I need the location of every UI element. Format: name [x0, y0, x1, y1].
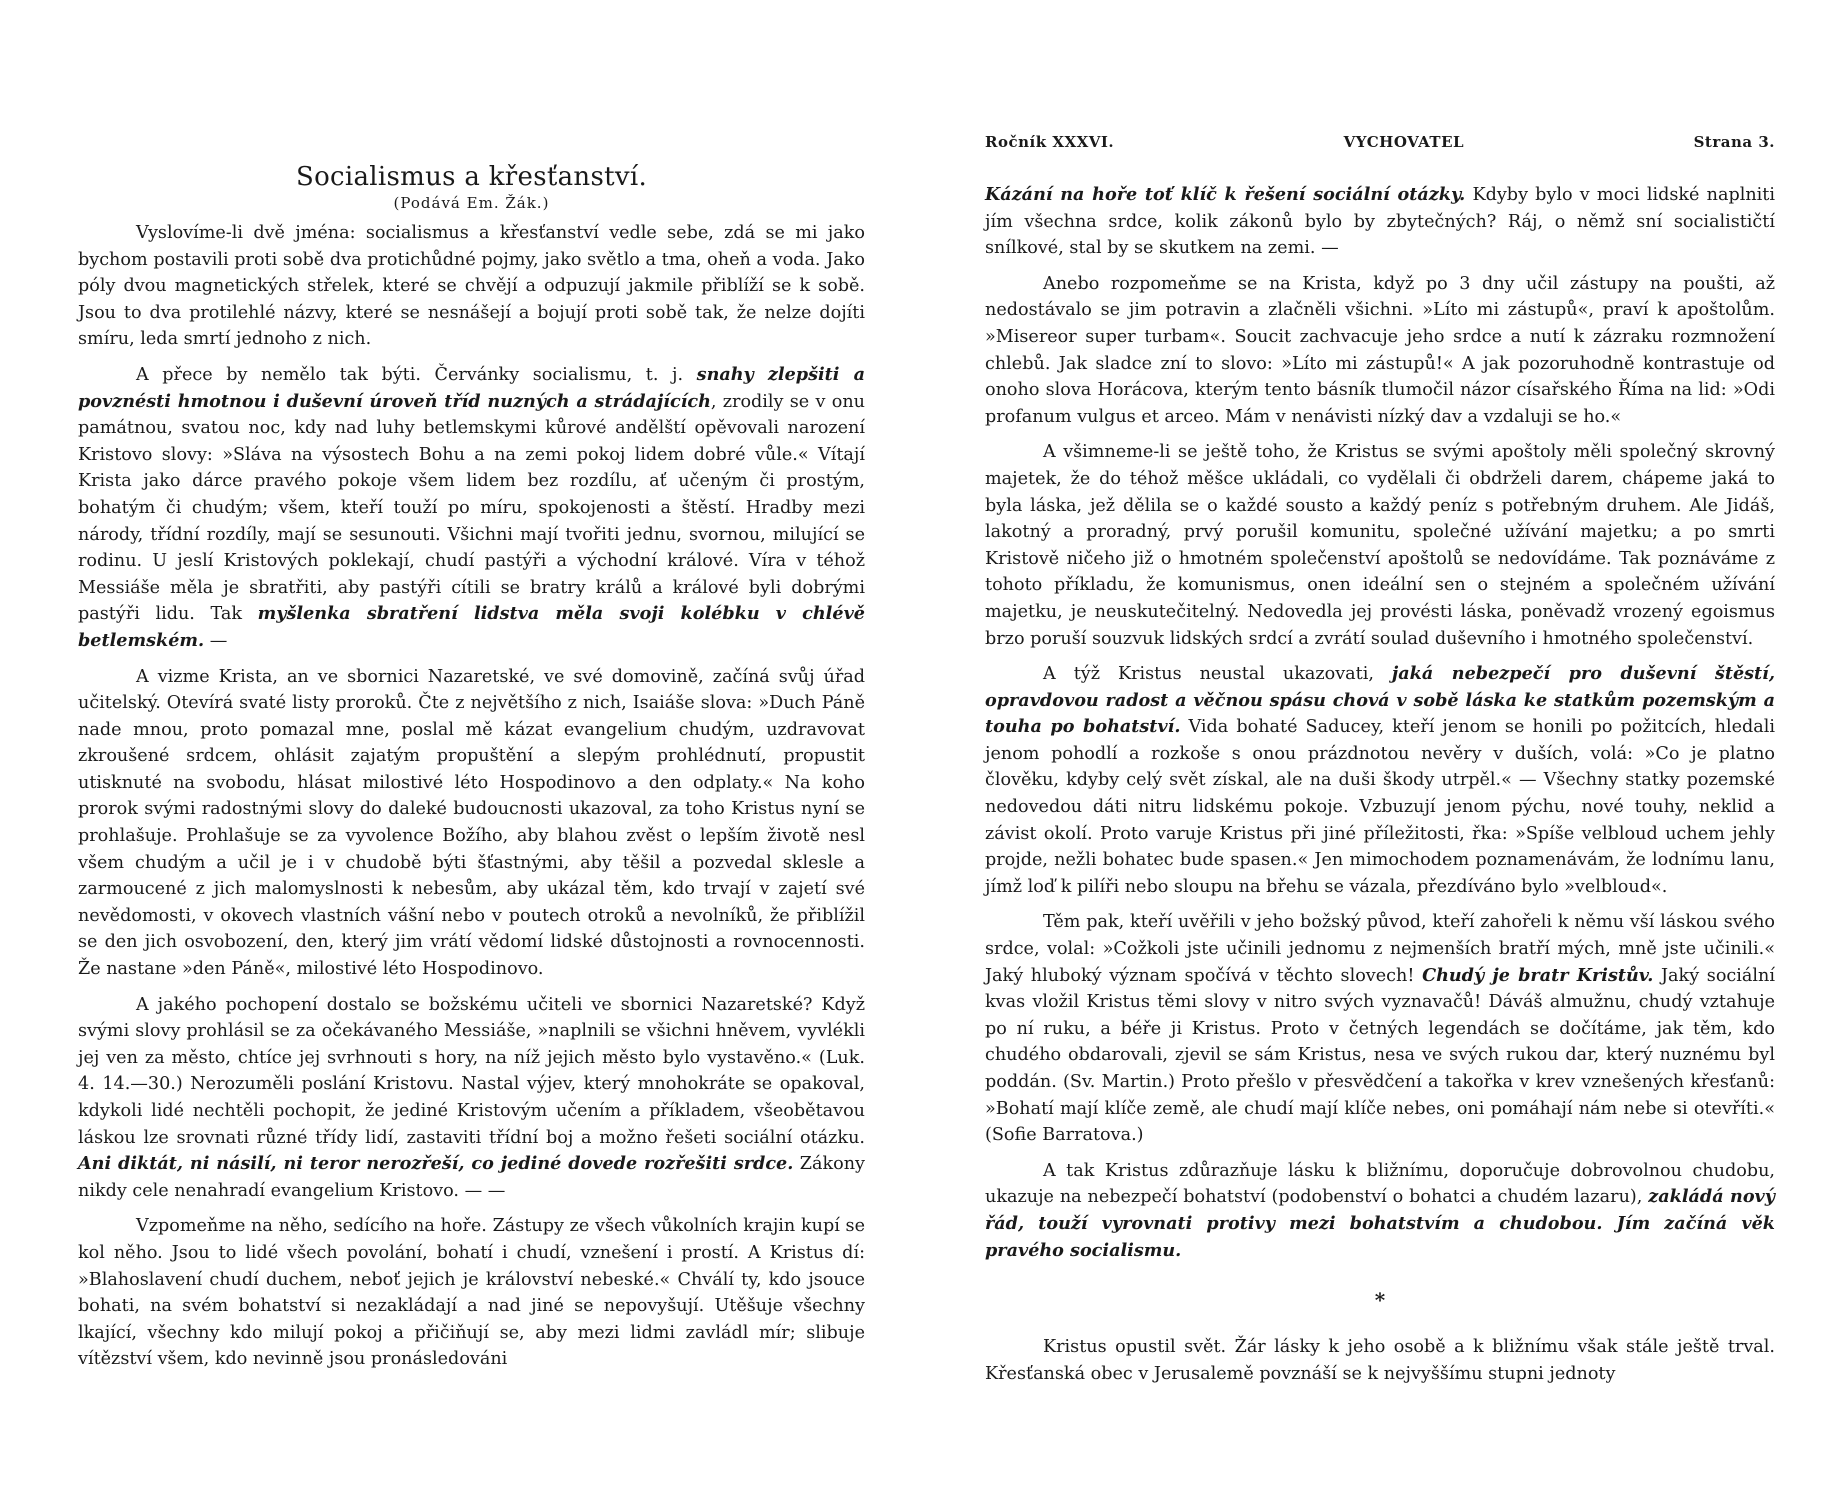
paragraph [985, 1158, 1775, 1264]
paragraph [78, 992, 865, 1205]
text-run: A tak Kristus zdůrazňuje lásku k bližnímu, doporučuje dobrovolnou chudobu, ukazuje na nebezpečí bohatství (podobenství o bohatci a chudém lazaru), [985, 1160, 1775, 1208]
text-run: — [204, 630, 228, 651]
text-run: , zrodily se v onu památnou, svatou noc, kdy nad luhy betlemskymi kůrové andělští opěvovali narození Kristovo slovy: »Sláva na výsostech Bohu a na zemi pokoj lidem dobré vůle.« Vítají Krista jako dárce pravého pokoje všem lidem bez rozdílu, ať učeným či prostým, bohatým či chudým; všem, kteří touží po míru, spokojenosti a štěstí. Hradby mezi národy, třídní rozdíly, mají se sesunouti. Všichni mají tvořiti jednu, svornou, milující se rodinu. U jeslí Kristových poklekají, chudí pastýři a východní králové. Víra v téhož Messiáše měla je sbratřiti, aby pastýři cítili se bratry králů a králové byli dobrými pastýři lidu. Tak [78, 391, 865, 625]
text-run: A vizme Krista, an ve sbornici Nazaretské, ve své domovině, začíná svůj úřad učitelský. Otevírá svaté listy proroků. Čte z největšího z nich, Isaiáše slova: »Duch Páně nade mnou, proto pomazal mne, poslal mě kázat evangelium chudým, uzdravovat zkroušené srdcem, ohlásit zajatým propuštění a slepým prohlédnutí, propustit utisknuté na svobodu, hlásat milostivé léto Hospodinovo a den odplaty.« Na koho prorok svými radostnými slovy do daleké budoucnosti ukazoval, za toho Kristus nyní se prohlašuje. Prohlašuje se za vyvolence Božího, aby blahou zvěst o lepším životě nesl všem chudým a učil je i v chudobě býti šťastnými, aby těšil a pozvedal sklesle a zarmoucené z jich malomyslnosti k nebesům, aby ukázal těm, kdo trvají v zajetí své nevědomosti, v okovech vlastních vášní nebo v poutech otroků a nevolníků, že přiblížil se den jich osvobození, den, který jim vrátí vědomí lidské důstojnosti a rovnocennosti. Že nastane »den Páně«, milostivé léto Hospodinovo. [78, 666, 865, 980]
text-run: A všimneme-li se ještě toho, že Kristus se svými apoštoly měli společný skrovný majetek, že do téhož měšce ukládali, co vydělali či obdrželi darem, chápeme jaká to byla láska, jež dělila se o každé sousto a každý peníz s potřebným druhem. Ale Jidáš, lakotný a proradný, prvý porušil komunitu, společné užívání majetku; a po smrti Kristově ničeho již o hmotném společenství apoštolů se nedovídáme. Tak poznáváme z tohoto příkladu, že komunismus, onen ideální sen o stejném a společném užívání majetku, je neuskutečitelný. Nedovedla jej provésti láska, poněvadž vrozený egoismus brzo poruší souzvuk lidských srdcí a zvrátí soulad duševního i hmotného společenství. [985, 442, 1775, 649]
text-run: A týž Kristus neustal ukazovati, [1043, 664, 1392, 685]
emphasized-text: Ani diktát, ni násilí, ni teror nerozřeší, co jediné dovede rozřešiti srdce. [78, 1153, 794, 1175]
emphasized-text: zakládá nový řád, touží vyrovnati protivy mezi bohatstvím a chudobou. Jím začíná věk pravého socialismu. [985, 1186, 1775, 1261]
text-run: Anebo rozpomeňme se na Krista, když po 3 dny učil zástupy na poušti, až nedostávalo se jim potravin a zlačněli všichni. »Líto mi zástupů«, praví k apoštolům. »Misereor super turbam«. Soucit zachvacuje jeho srdce a nutí k zázraku rozmnožení chlebů. Jak sladce zní to slovo: »Líto mi zástupů!« A jak pozoruhodně kontrastuje od onoho slova Horácova, kterým tento básník tlumočil názor císařského Říma na lid: »Odi profanum vulgus et arceo. Mám v nenávisti nízký dav a vzdaluji se ho.« [985, 273, 1775, 427]
paragraph [78, 362, 865, 655]
left-page [78, 0, 865, 1500]
text-run: Těm pak, kteří uvěřili v jeho božský původ, kteří zahořeli k němu vší láskou svého srdce, volal: »Cožkoli jste učinili jednomu z nejmenších bratří mých, mně jste učinili.« Jaký hluboký význam spočívá v těchto slovech! [985, 912, 1775, 986]
running-header [985, 133, 1775, 151]
right-page-body [985, 182, 1775, 1387]
paragraph [78, 220, 865, 353]
text-run: Jaký sociální kvas vložil Kristus těmi slovy v nitro svých vyznavačů! Dáváš almužnu, chudý vztahuje po ní ruku, a béře ji Kristus. Proto v četných legendách se dočítáme, jak těm, kdo chudého obdarovali, zjevil se sám Kristus, nesa ve svých rukou dar, který nuznému byl poddán. (Sv. Martin.) Proto přešlo v přesvědčení a takořka v krev vznešených křesťanů: »Bohatí mají klíče země, ale chudí mají klíče nebes, oni pomáhají nám nebe si otevříti.« (Sofie Barratova.) [985, 965, 1775, 1146]
page-number: Strana 3. [1693, 133, 1775, 151]
paragraph [985, 909, 1775, 1148]
emphasized-text: snahy zlepšiti a povznésti hmotnou i duševní úroveň tříd nuzných a strádajících [78, 363, 865, 412]
right-paragraphs [985, 182, 1775, 1264]
text-run: Zákony nikdy cele nenahradí evangelium Kristovo. — — [78, 1154, 865, 1201]
section-separator: * [1374, 1288, 1386, 1313]
paragraph [985, 182, 1775, 262]
text-run: Kdyby bylo v moci lidské naplniti jím všechna srdce, kolik zákonů bylo by zbytečných? Ráj, o němž sní socialističtí snílkové, stal by se skutkem na zemi. — [985, 185, 1775, 259]
text-run: Vzpomeňme na něho, sedícího na hoře. Zástupy ze všech vůkolních krajin kupí se kol něho. Jsou to lidé všech povolání, bohatí i chudí, vznešení i prostí. A Kristus dí: »Blahoslavení chudí duchem, neboť jejich je království nebeské.« Chválí ty, kdo jsouce bohati, na svém bohatství si nezakládají a nad jiné se nepovyšují. Utěšuje všechny lkající, všechny kdo milují pokoj a přičiňují se, aby mezi lidmi zavládl mír; slibuje vítězství všem, kdo nevinně jsou pronásledováni [78, 1216, 865, 1370]
right-page [985, 0, 1775, 1500]
text-run: Vyslovíme-li dvě jména: socialismus a křesťanství vedle sebe, zdá se mi jako bychom postavili proti sobě dva protichůdné pojmy, jako světlo a tma, oheň a voda. Jako póly dvou magnetických střelek, které se chvějí a odpuzují jakmile přiblíží se k sobě. Jsou to dva protilehlé názvy, které se nesnášejí a bojují proti sobě tak, že nelze dojíti smíru, leda smrtí jednoho z nich. [78, 223, 865, 350]
paragraph [78, 664, 865, 983]
volume-label: Ročník XXXVI. [985, 133, 1115, 151]
emphasized-text: Kázání na hoře toť klíč k řešení sociální otázky. [985, 184, 1466, 205]
paragraph [985, 439, 1775, 652]
closing-paragraph [985, 1334, 1775, 1387]
paragraph [985, 661, 1775, 900]
emphasized-text: Chudý je bratr Kristův. [1422, 964, 1654, 986]
byline: (Podává Em. Žák.) [393, 194, 550, 212]
text-run: A jakého pochopení dostalo se božskému učiteli ve sbornici Nazaretské? Když svými slovy prohlásil se za očekávaného Messiáše, »naplnili se všichni hněvem, vyvlékli jej ven za město, chtíce jej svrhnouti s hory, na níž jejich město bylo vystavěno.« (Luk. 4. 14.—30.) Nerozuměli poslání Kristovu. Nastal výjev, který mnohokráte se opakoval, kdykoli lidé nechtěli pochopit, že jediné Kristovým učením a příkladem, všeobětavou láskou lze srovnati různé třídy lidí, zastaviti třídní boj a možno řešeti sociální otázku. [78, 994, 865, 1148]
article-title: Socialismus a křesťanství. [295, 162, 648, 192]
paragraph [985, 271, 1775, 431]
emphasized-text: myšlenka sbratření lidstva měla svoji kolébku v chlévě betlemském. [78, 603, 865, 651]
text-run: Kristus opustil svět. Žár lásky k jeho osobě a k bližnímu však stále ještě trval. Křesťanská obec v Jerusalemě povznáší se k nejvyššímu stupni jednoty [985, 1337, 1775, 1384]
journal-name: VYCHOVATEL [1343, 133, 1465, 151]
left-page-body [78, 220, 865, 1373]
paragraph [78, 1213, 865, 1373]
emphasized-text: jaká nebezpečí pro duševní štěstí, opravdovou radost a věčnou spásu chová v sobě láska ke statkům pozemským a touha po bohatství. [985, 663, 1775, 738]
text-run: Vida bohaté Saducey, kteří jenom se honili po požitcích, hledali jenom pohodlí a rozkoše s onou prázdnotou nevěry v duších, volá: »Co je platno člověku, kdyby celý svět získal, ale na duši škody utrpěl.« — Všechny statky pozemské nedovedou dáti nitru lidskému pokoje. Vzbuzují jenom pýchu, nové touhy, neklid a závist okolí. Proto varuje Kristus při jiné příležitosti, řka: »Spíše velbloud uchem jehly projde, nežli bohatec bude spasen.« Jen mimochodem poznamenávám, že lodnímu lanu, jímž loď k pilíři nebo sloupu na břehu se vázala, přezdíváno bylo »velbloud«. [985, 717, 1775, 897]
text-run: A přece by nemělo tak býti. Červánky socialismu, t. j. [136, 364, 697, 385]
